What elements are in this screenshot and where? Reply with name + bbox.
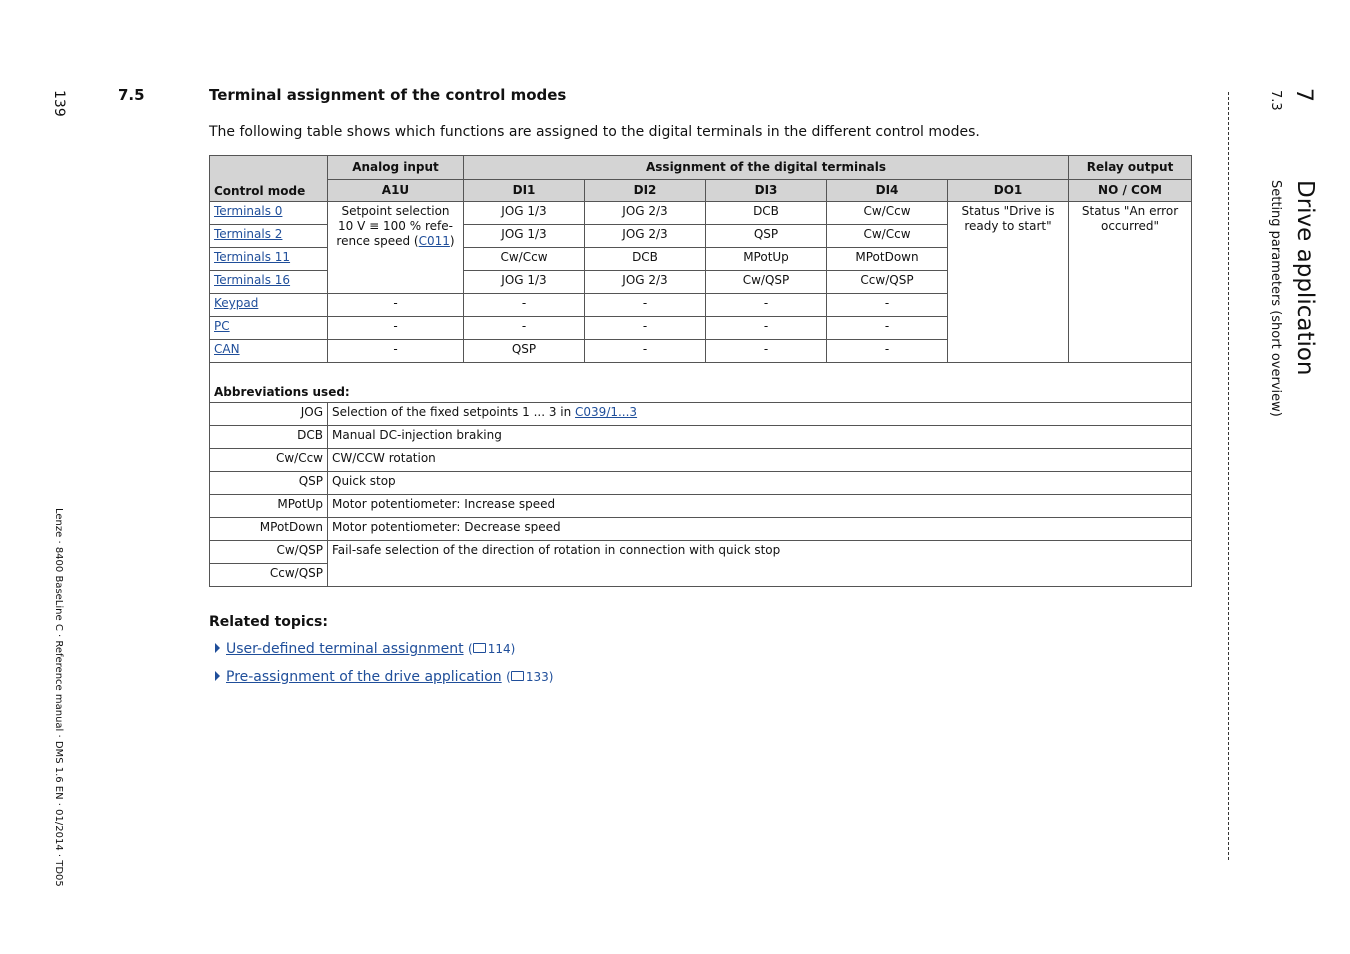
cell-di4: Ccw/QSP — [827, 271, 948, 294]
abbrev-text-part: Selection of the fixed setpoints 1 ... 3 in — [332, 405, 576, 419]
cell-di3: - — [706, 317, 827, 340]
cell-di3: Cw/QSP — [706, 271, 827, 294]
abbrev-text: Quick stop — [328, 472, 1192, 495]
abbrev-text — [328, 403, 1192, 426]
analog-note-line: rence speed ( — [336, 234, 419, 248]
cell-a1u: - — [328, 294, 464, 317]
cell-di2: DCB — [585, 248, 706, 271]
section-number: 7.5 — [118, 86, 145, 104]
abbrev-key: MPotUp — [210, 495, 328, 518]
abbrev-row — [210, 518, 1192, 541]
cell-di1: - — [464, 294, 585, 317]
cell-di1: JOG 1/3 — [464, 271, 585, 294]
cell-di2: JOG 2/3 — [585, 271, 706, 294]
cell-di1: JOG 1/3 — [464, 202, 585, 225]
page-ref-number: 114 — [487, 642, 511, 656]
cell-di4: - — [827, 294, 948, 317]
header-relay-output: Relay output — [1069, 156, 1192, 180]
cell-di2: JOG 2/3 — [585, 202, 706, 225]
section-intro: The following table shows which functions are assigned to the digital terminals in the different control modes. — [209, 124, 980, 140]
mode-link-terminals-2[interactable]: Terminals 2 — [214, 227, 283, 241]
abbrev-text: Manual DC-injection braking — [328, 426, 1192, 449]
cell-di3: MPotUp — [706, 248, 827, 271]
abbrev-row — [210, 426, 1192, 449]
cell-do1-status: Status "Drive is ready to start" — [948, 202, 1069, 363]
mode-link-terminals-11[interactable]: Terminals 11 — [214, 250, 291, 264]
arrow-right-icon — [215, 671, 220, 681]
arrow-right-icon — [215, 643, 220, 653]
abbrev-text: Motor potentiometer: Increase speed — [328, 495, 1192, 518]
code-link-c011[interactable]: C011 — [418, 234, 450, 248]
page-reference[interactable]: ( 133) — [506, 670, 554, 684]
cell-di3: DCB — [706, 202, 827, 225]
related-link-pre-assignment[interactable]: Pre-assignment of the drive application — [226, 669, 502, 685]
mode-link-pc[interactable]: PC — [214, 319, 230, 333]
mode-link-terminals-0[interactable]: Terminals 0 — [214, 204, 283, 218]
cell-di4: - — [827, 317, 948, 340]
analog-note-line: Setpoint selection — [341, 204, 450, 218]
abbrev-key: Cw/Ccw — [210, 449, 328, 472]
sub-chapter-title: Setting parameters (short overview) — [1268, 180, 1283, 417]
abbrev-key: Cw/QSP — [210, 541, 328, 564]
cell-di1: - — [464, 317, 585, 340]
header-di1: DI1 — [464, 180, 585, 202]
analog-setpoint-note — [328, 202, 464, 294]
abbrev-row — [210, 449, 1192, 472]
header-a1u: A1U — [328, 180, 464, 202]
related-topics-heading: Related topics: — [209, 614, 328, 630]
cell-di4: MPotDown — [827, 248, 948, 271]
abbrev-key: JOG — [210, 403, 328, 426]
abbrev-row — [210, 472, 1192, 495]
cell-di3: QSP — [706, 225, 827, 248]
sub-chapter-number: 7.3 — [1268, 90, 1283, 111]
mode-link-keypad[interactable]: Keypad — [214, 296, 259, 310]
cell-a1u: - — [328, 317, 464, 340]
header-analog-input: Analog input — [328, 156, 464, 180]
header-do1: DO1 — [948, 180, 1069, 202]
abbrev-key: DCB — [210, 426, 328, 449]
cell-di1: JOG 1/3 — [464, 225, 585, 248]
cell-a1u: - — [328, 340, 464, 363]
section-title: Terminal assignment of the control modes — [209, 86, 567, 104]
cell-di3: - — [706, 294, 827, 317]
chapter-title: Drive application — [1292, 180, 1318, 376]
abbreviations-title: Abbreviations used: — [210, 363, 1192, 403]
cell-di2: - — [585, 317, 706, 340]
cell-di1: QSP — [464, 340, 585, 363]
cell-di3: - — [706, 340, 827, 363]
page-ref-number: 133 — [525, 670, 549, 684]
cell-di4: - — [827, 340, 948, 363]
cell-di4: Cw/Ccw — [827, 225, 948, 248]
cell-di2: - — [585, 294, 706, 317]
cell-di2: JOG 2/3 — [585, 225, 706, 248]
analog-note-line: 10 V ≡ 100 % refe- — [338, 219, 453, 233]
footer-text: Lenze · 8400 BaseLine C · Reference manual · DMS 1.6 EN · 01/2014 · TD05 — [53, 508, 64, 887]
related-link-user-defined[interactable]: User-defined terminal assignment — [226, 641, 464, 657]
page-number: 139 — [51, 90, 67, 117]
abbrev-text: Fail-safe selection of the direction of rotation in connection with quick stop — [328, 541, 1192, 587]
abbrev-text: Motor potentiometer: Decrease speed — [328, 518, 1192, 541]
table-row — [210, 202, 1192, 225]
margin-divider — [1228, 92, 1229, 860]
abbrev-key: QSP — [210, 472, 328, 495]
header-di2: DI2 — [585, 180, 706, 202]
related-topic-item — [215, 641, 515, 657]
mode-link-terminals-16[interactable]: Terminals 16 — [214, 273, 291, 287]
cell-di2: - — [585, 340, 706, 363]
abbrev-key: Ccw/QSP — [210, 564, 328, 587]
chapter-number: 7 — [1291, 88, 1316, 102]
abbrev-row — [210, 541, 1192, 564]
header-di4: DI4 — [827, 180, 948, 202]
header-control-mode: Control mode — [210, 156, 328, 202]
related-topic-item — [215, 669, 553, 685]
cell-di1: Cw/Ccw — [464, 248, 585, 271]
mode-link-can[interactable]: CAN — [214, 342, 240, 356]
cell-di4: Cw/Ccw — [827, 202, 948, 225]
abbrev-row — [210, 403, 1192, 426]
abbrev-key: MPotDown — [210, 518, 328, 541]
abbrev-row — [210, 495, 1192, 518]
header-di3: DI3 — [706, 180, 827, 202]
abbrev-text: CW/CCW rotation — [328, 449, 1192, 472]
header-digital-terminals: Assignment of the digital terminals — [464, 156, 1069, 180]
analog-note-line: ) — [449, 234, 455, 248]
cell-relay-status: Status "An error occurred" — [1069, 202, 1192, 363]
book-icon — [511, 671, 524, 681]
terminal-assignment-table — [209, 155, 1192, 587]
page-reference[interactable]: ( 114) — [468, 642, 516, 656]
header-no-com: NO / COM — [1069, 180, 1192, 202]
code-link-c039[interactable]: C039/1...3 — [575, 405, 638, 419]
book-icon — [473, 643, 486, 653]
